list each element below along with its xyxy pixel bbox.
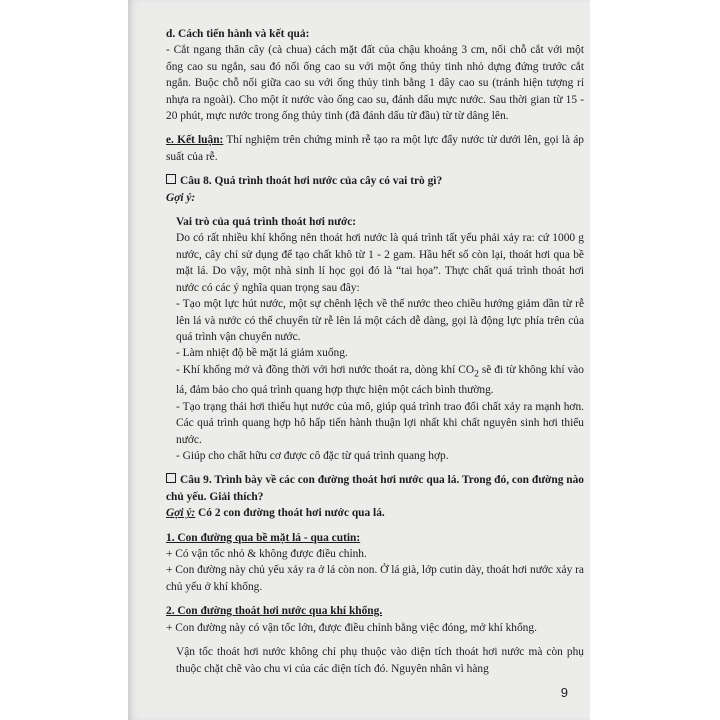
hint-line-2: Gợi ý: Có 2 con đường thoát hơi nước qua lá.: [166, 507, 385, 520]
role-intro: Do có rất nhiều khí khổng nên thoát hơi nước là quá trình tất yếu phải xảy ra: cứ 1000 g nước, cây chỉ sử dụng để tạo chất khô từ 1 - 2 gam. Hầu hết số còn lại, thoát hơi qua bề mặt lá. Do vậy, một nhà sinh lí học gọi đó là “tai họa”. Thực chất quá trình thoát hơi nước có các ý nghĩa quan trọng sau đây:: [176, 232, 584, 294]
hint-label-2: Gợi ý:: [166, 507, 196, 520]
section-e: [166, 132, 584, 165]
book-page: [128, 0, 590, 720]
path-1-item-a: + Có vận tốc nhỏ & không được điều chỉnh.: [166, 548, 367, 561]
section-e-body: Thí nghiệm trên chứng minh rễ tạo ra một lực đẩy nước từ dưới lên, gọi là áp suất của rễ.: [166, 134, 584, 163]
section-d-heading: d. Cách tiến hành và kết quả:: [166, 28, 310, 40]
role-item-3: - Khí khổng mở và đồng thời với hơi nước thoát ra, dòng khí $CO_2$ sẽ đi từ không khí vào lá, đảm bảo cho quá trình quang hợp thực hiện một cách bình thường.: [176, 363, 584, 397]
path-1-item-b: + Con đường này chủ yếu xảy ra ở lá còn non. Ở lá già, lớp cutin dày, thoát hơi nước xảy ra chủ yếu ở khí khổng.: [166, 564, 584, 593]
role-heading: Vai trò của quá trình thoát hơi nước:: [176, 216, 357, 229]
question-9: Câu 9. Trình bày về các con đường thoát hơi nước qua lá. Trong đó, con đường nào chủ yếu. Giải thích?: [166, 474, 584, 503]
checkbox-icon: [166, 473, 176, 483]
page-number: 9: [560, 685, 568, 700]
hint-label-1: Gợi ý:: [166, 191, 196, 204]
path-2-item-a: + Con đường này có vận tốc lớn, được điều chỉnh bằng việc đóng, mở khí khổng.: [166, 621, 537, 634]
role-item-1: - Tạo một lực hút nước, một sự chênh lệch về thế nước theo chiều hướng giảm dần từ rễ lên lá và nước có thể chuyển từ rễ lên lá một cách dễ dàng, gọi là động lực phía trên của quá trình vận chuyển nước.: [176, 298, 584, 343]
path-2-heading: 2. Con đường thoát hơi nước qua khí khổng.: [166, 605, 383, 618]
role-item-5: - Giúp cho chất hữu cơ được cô đặc từ quá trình quang hợp.: [176, 450, 449, 463]
section-d-body: - Cắt ngang thân cây (cà chua) cách mặt đất của chậu khoảng 3 cm, nối chỗ cắt với một ống cao su ngắn, sau đó nối ống cao su với một ống thủy tinh nhỏ dựng đứng trước cắt ngắn. Buộc chỗ nối giữa cao su với ống thủy tinh bằng 1 dây cao su (tránh hiện tượng rỉ nhựa ra ngoài). Cho một ít nước vào ống cao su, đánh dấu mực nước. Sau thời gian từ 15 - 20 phút, mực nước trong ống thủy tinh (đã đánh dấu từ đầu) từ từ dâng lên.: [166, 44, 584, 123]
role-item-4: - Tạo trạng thái hơi thiếu hụt nước của mô, giúp quá trình trao đổi chất xảy ra mạnh hơn. Các quá trình quang hợp hô hấp tiến hành thuận lợi nhất khi chất nguyên sinh hơi thiếu nước.: [176, 400, 584, 446]
section-e-heading: e. Kết luận:: [166, 134, 224, 147]
final-paragraph: Vận tốc thoát hơi nước không chỉ phụ thuộc vào diện tích thoát hơi nước mà còn phụ thuộc chặt chẽ vào chu vi của các diện tích đó. Nguyên nhân vì hàng: [176, 646, 584, 675]
question-8: Câu 8. Quá trình thoát hơi nước của cây có vai trò gì?: [166, 173, 584, 189]
role-item-2: - Làm nhiệt độ bề mặt lá giảm xuống.: [176, 347, 348, 360]
subscript-2: 2: [474, 369, 479, 379]
path-1-heading: 1. Con đường qua bề mặt lá - qua cutin:: [166, 531, 361, 544]
checkbox-icon: [166, 174, 176, 184]
page-content: [166, 26, 584, 677]
